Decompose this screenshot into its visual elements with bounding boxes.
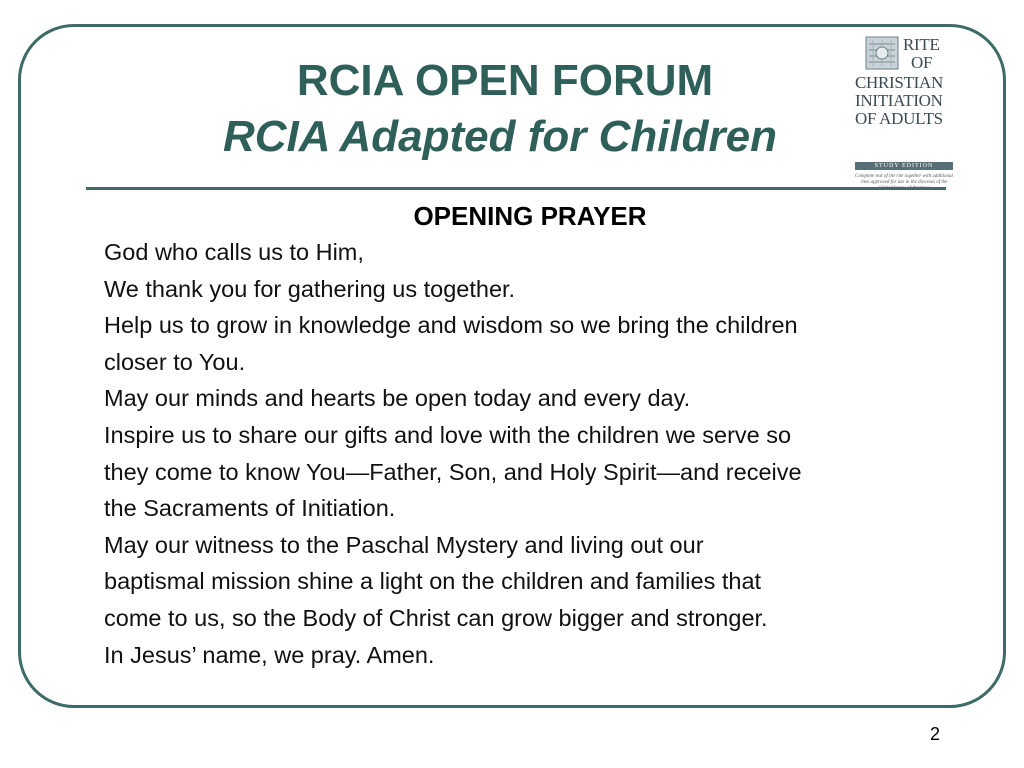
slide-title: RCIA OPEN FORUM xyxy=(296,56,714,105)
prayer-line: baptismal mission shine a light on the children and families that xyxy=(104,568,762,595)
book-title-line-5: OF ADULTS xyxy=(855,109,943,128)
prayer-line: Inspire us to share our gifts and love with the children we serve so xyxy=(104,421,792,448)
prayer-line: May our minds and hearts be open today and every day. xyxy=(104,385,691,412)
book-seal-icon xyxy=(865,36,899,70)
book-description: Complete text of the rite together with additional rites approved for use in the dioceses of the xyxy=(855,174,953,185)
prayer-line: closer to You. xyxy=(104,348,246,375)
book-title-line-1: RITE xyxy=(903,35,940,54)
book-title-line-4: INITIATION xyxy=(855,91,943,110)
prayer-line: the Sacraments of Initiation. xyxy=(104,495,396,522)
prayer-line: God who calls us to Him, xyxy=(104,239,364,265)
book-edition-label: STUDY EDITION xyxy=(874,163,934,169)
book-title-line-2: OF xyxy=(911,53,933,72)
slide-subtitle: RCIA Adapted for Children xyxy=(222,112,778,161)
prayer-line: come to us, so the Body of Christ can grow bigger and stronger. xyxy=(104,604,768,631)
prayer-line: In Jesus’ name, we pray. Amen. xyxy=(104,641,435,668)
book-title-line-3: CHRISTIAN xyxy=(855,73,943,92)
prayer-line: May our witness to the Paschal Mystery and living out our xyxy=(104,531,704,558)
title-divider xyxy=(86,187,946,190)
prayer-line: they come to know You—Father, Son, and Holy Spirit—and receive xyxy=(104,458,802,485)
book-cover-image xyxy=(855,34,955,184)
prayer-text xyxy=(104,234,974,673)
page-number: 2 xyxy=(929,724,940,744)
prayer-line: We thank you for gathering us together. xyxy=(104,275,516,302)
prayer-line: Help us to grow in knowledge and wisdom so we bring the children xyxy=(104,312,798,339)
section-heading: OPENING PRAYER xyxy=(413,201,647,231)
